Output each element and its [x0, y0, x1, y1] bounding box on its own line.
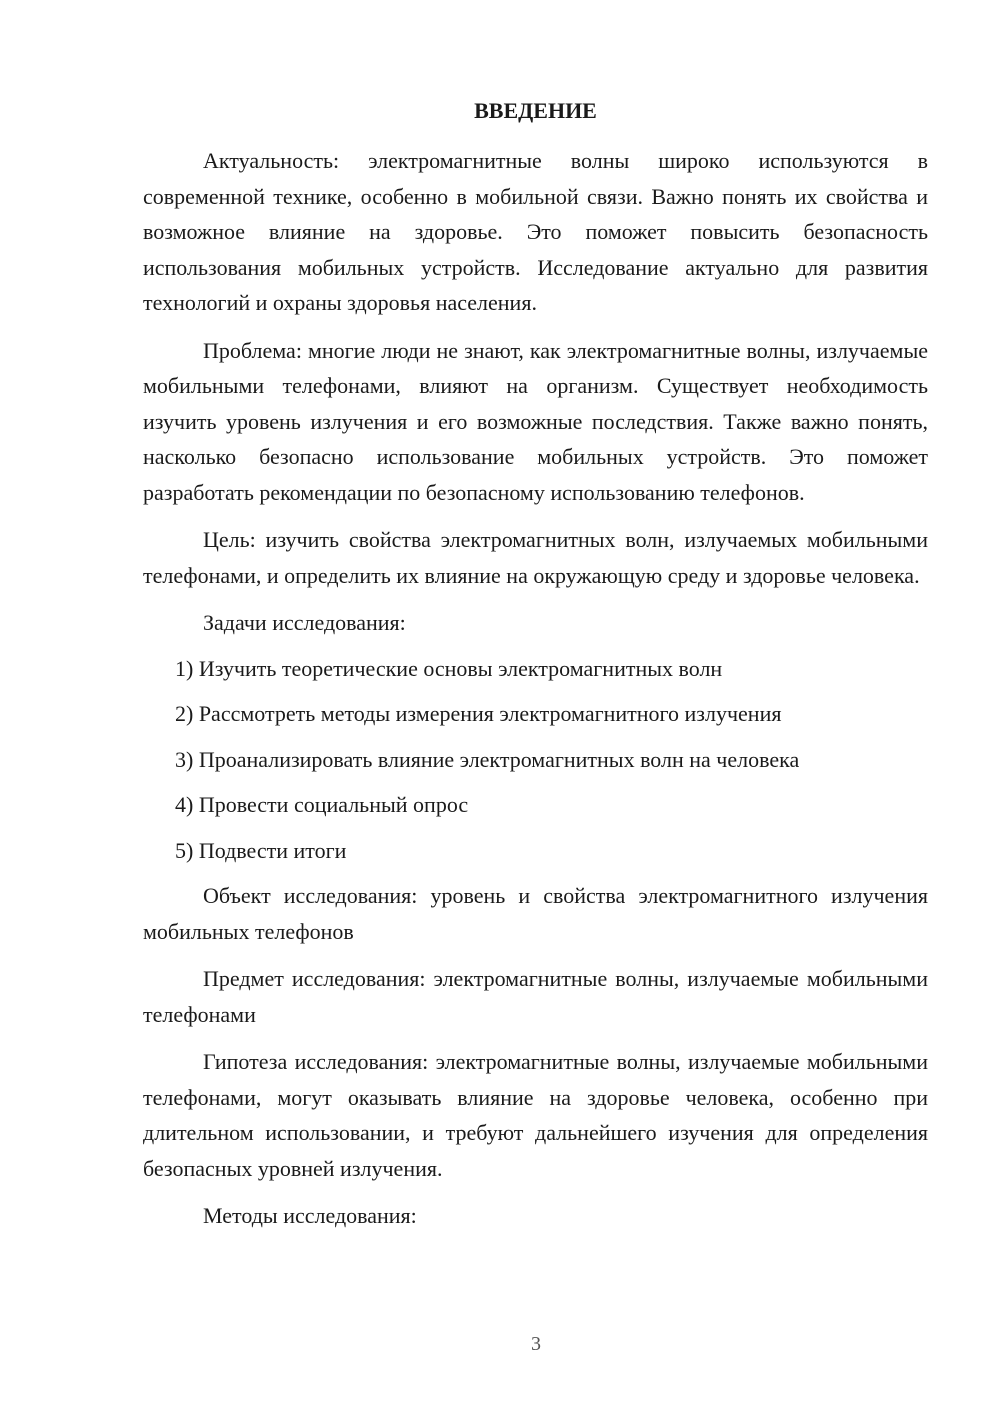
- list-item: 1) Изучить теоретические основы электромагнитных волн: [175, 655, 723, 681]
- tasks-heading: Задачи исследования:: [203, 610, 406, 635]
- document-body: [143, 143, 928, 1244]
- page-title: ВВЕДЕНИЕ: [474, 98, 597, 123]
- list-item: 3) Проанализировать влияние электромагнитных волн на человека: [175, 746, 800, 772]
- page-number: 3: [531, 1333, 541, 1355]
- list-item: 5) Подвести итоги: [175, 837, 347, 863]
- paragraph-relevance: Актуальность: электромагнитные волны широко используются в современной технике, особенно в мобильной связи. Важно понять их свойства и возможное влияние на здоровье. Это поможет повысить безопасность использования мобильных устройств. Исследование актуально для развития технологий и охраны здоровья населения.: [143, 148, 928, 315]
- paragraph-subject: Предмет исследования: электромагнитные волны, излучаемые мобильными телефонами: [143, 966, 928, 1027]
- methods-heading: Методы исследования:: [203, 1203, 417, 1228]
- paragraph-object: Объект исследования: уровень и свойства электромагнитного излучения мобильных телефонов: [143, 883, 928, 944]
- paragraph-hypothesis: Гипотеза исследования: электромагнитные волны, излучаемые мобильными телефонами, могут оказывать влияние на здоровье человека, особенно при длительном использовании, и требуют дальнейшего изучения для определения безопасных уровней излучения.: [143, 1049, 928, 1181]
- list-item: 4) Провести социальный опрос: [175, 792, 469, 817]
- list-item: 2) Рассмотреть методы измерения электромагнитного излучения: [175, 701, 782, 726]
- paragraph-goal: Цель: изучить свойства электромагнитных волн, излучаемых мобильными телефонами, и определить их влияние на окружающую среду и здоровье человека.: [143, 527, 928, 588]
- tasks-list: [143, 651, 928, 869]
- paragraph-problem: Проблема: многие люди не знают, как электромагнитные волны, излучаемые мобильными телефонами, влияют на организм. Существует необходимость изучить уровень излучения и его возможные последствия. Также важно понять, насколько безопасно использование мобильных устройств. Это поможет разработать рекомендации по безопасному использованию телефонов.: [143, 337, 928, 505]
